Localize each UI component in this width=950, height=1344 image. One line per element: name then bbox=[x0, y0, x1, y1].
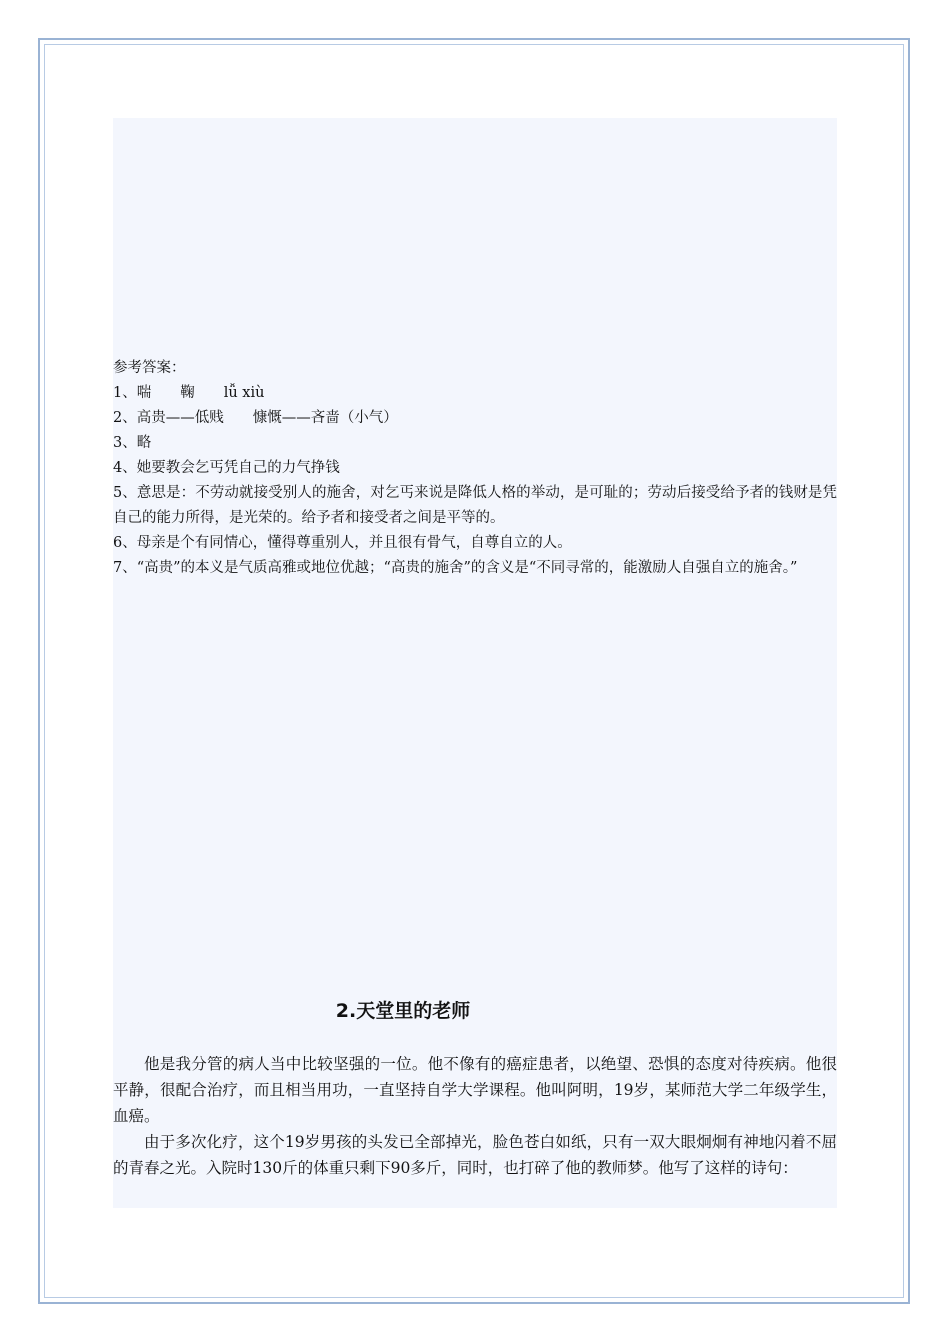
article-body bbox=[113, 1051, 837, 1181]
article-paragraph-1: 他是我分管的病人当中比较坚强的一位。他不像有的癌症患者，以绝望、恐惧的态度对待疾病。他很平静，很配合治疗，而且相当用功，一直坚持自学大学课程。他叫阿明，19岁，某师范大学二年级学生，血癌。 bbox=[113, 1055, 837, 1125]
answer-item-1: 1、喘 鞠 lǚ xiù bbox=[113, 385, 265, 401]
article-paragraph-2: 由于多次化疗，这个19岁男孩的头发已全部掉光，脸色苍白如纸，只有一双大眼炯炯有神地闪着不屈的青春之光。入院时130斤的体重只剩下90多斤，同时，也打碎了他的教师梦。他写了这样的诗句： bbox=[113, 1133, 837, 1177]
answer-heading: 参考答案： bbox=[113, 360, 186, 376]
answer-item-3: 3、略 bbox=[113, 435, 152, 451]
answer-section bbox=[113, 356, 837, 581]
content-area bbox=[113, 118, 837, 1208]
answer-item-5: 5、意思是：不劳动就接受别人的施舍，对乞丐来说是降低人格的举动，是可耻的；劳动后接受给予者的钱财是凭自己的能力所得，是光荣的。给予者和接受者之间是平等的。 bbox=[113, 485, 837, 526]
answer-item-2: 2、高贵——低贱 慷慨——吝啬（小气） bbox=[113, 410, 398, 426]
answer-item-6: 6、母亲是个有同情心，懂得尊重别人，并且很有骨气，自尊自立的人。 bbox=[113, 535, 572, 551]
answer-item-7: 7、“高贵”的本义是气质高雅或地位优越；“高贵的施舍”的含义是“不同寻常的，能激励人自强自立的施舍。” bbox=[113, 560, 798, 576]
answer-item-4: 4、她要教会乞丐凭自己的力气挣钱 bbox=[113, 460, 340, 476]
article-title: 2.天堂里的老师 bbox=[335, 1000, 471, 1022]
